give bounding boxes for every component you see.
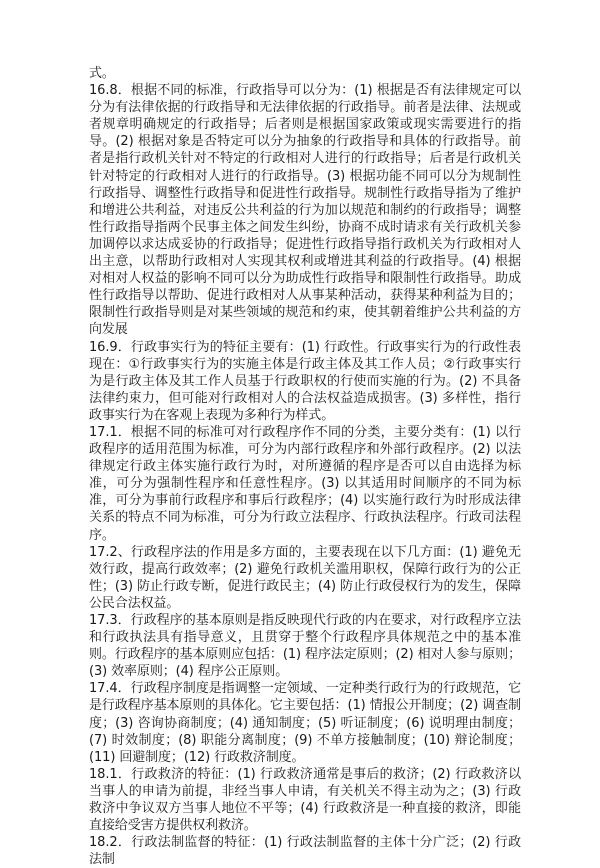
paragraph-fragment-end: 式。 [89,66,115,81]
paragraph-18-1-remedy-features: 18.1．行政救济的特征：(1) 行政救济通常是事后的救济；(2) 行政救济以当事人的申请为前提，非经当事人申请，有关机关不得主动为之；(3) 行政救济中争议双方当事人地位不平等；(4) 行政救济是一种直接的救济，即能直接给受害方提供权利救济。 [89,766,521,834]
paragraph-18-2-supervision-features: 18.2．行政法制监督的特征：(1) 行政法制监督的主体十分广泛；(2) 行政法制 [89,835,521,868]
paragraph-17-2-procedure-law-functions: 17.2、行政程序法的作用是多方面的，主要表现在以下几方面：(1) 避免无效行政，提高行政效率；(2) 避免行政机关滥用职权，保障行政行为的公正性；(3) 防止行政专断，促进行政民主；(4) 防止行政侵权行为的发生，保障公民合法权益。 [89,544,521,611]
paragraph-17-4-procedure-systems: 17.4．行政程序制度是指调整一定领域、一定种类行政行为的行政规范，它是行政程序基本原则的具体化。它主要包括：(1) 情报公开制度；(2) 调查制度；(3) 咨询协商制度；(4) 通知制度；(5) 听证制度；(6) 说明理由制度；(7) 时效制度；(8) 职能分离制度；(9) 不单方接触制度；(10) 辩论制度；(11) 回避制度；(12) 行政救济制度。 [89,681,521,765]
document-body [89,65,521,868]
paragraph-17-3-procedure-principles: 17.3．行政程序的基本原则是指反映现代行政的内在要求，对行政程序立法和行政执法具有指导意义，且贯穿于整个行政程序具体规范之中的基本准则。行政程序的基本原则应包括：(1) 程序法定原则；(2) 相对人参与原则；(3) 效率原则；(4) 程序公正原则。 [89,613,521,680]
paragraph-17-1-procedure-classification: 17.1．根据不同的标准可对行政程序作不同的分类，主要分类有：(1) 以行政程序的适用范围为标准，可分为内部行政程序和外部行政程序。(2) 以法律规定行政主体实施行政行为时，对所遵循的程序是否可以自由选择为标准，可分为强制性程序和任意性程序。(3) 以其适用时间顺序的不同为标准，可分为事前行政程序和事后行政程序；(4) 以实施行政行为时形成法律关系的特点不同为标准，可分为行政立法程序、行政执法程序。行政司法程序。 [89,424,521,543]
paragraph-16-9-factual-act-features: 16.9．行政事实行为的特征主要有：(1) 行政性。行政事实行为的行政性表现在：①行政事实行为的实施主体是行政主体及其工作人员；②行政事实行为是行政主体及其工作人员基于行政职权的行使而实施的行为。(2) 不具备法律约束力，但可能对行政相对人的合法权益造成损害。(3) 多样性，指行政事实行为在客观上表现为多种行为样式。 [89,339,521,423]
paragraph-16-8-administrative-guidance-types: 16.8．根据不同的标准，行政指导可以分为：(1) 根据是否有法律规定可以分为有法律依据的行政指导和无法律依据的行政指导。前者是法律、法规或者规章明确规定的行政指导；后者则是根据国家政策或现实需要进行的指导。(2) 根据对象是否特定可以分为抽象的行政指导和具体的行政指导。前者是指行政机关针对不特定的行政相对人进行的行政指导；后者是行政机关针对特定的行政相对人进行的行政指导。(3) 根据功能不同可以分为规制性行政指导、调整性行政指导和促进性行政指导。规制性行政指导指为了维护和增进公共利益，对违反公共利益的行为加以规范和制约的行政指导；调整性行政指导指两个民事主体之间发生纠纷，协商不成时请求有关行政机关参加调停以求达成妥协的行政指导；促进性行政指导指行政机关为行政相对人出主意，以帮助行政相对人实现其权利或增进其利益的行政指导。(4) 根据对相对人权益的影响不同可以分为助成性行政指导和限制性行政指导。助成性行政指导以帮助、促进行政相对人从事某种活动，获得某种利益为目的；限制性行政指导则是对某些领域的规范和约束，使其朝着维护公共利益的方向发展 [89,83,521,338]
